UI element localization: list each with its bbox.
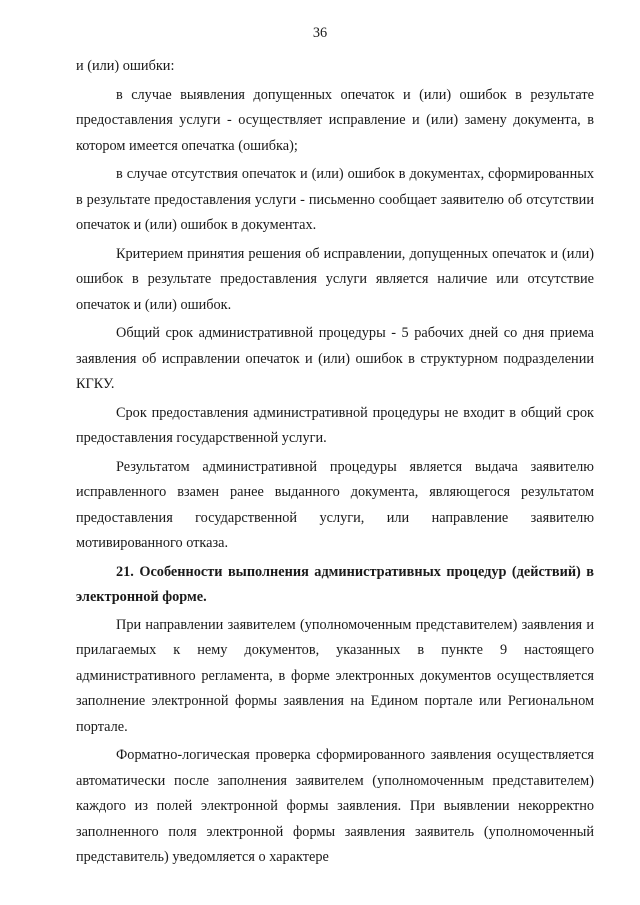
paragraph: Общий срок административной процедуры - 5 рабочих дней со дня приема заявления об исправлении опечаток и (или) ошибок в структурном подразделении КГКУ.: [76, 325, 594, 392]
paragraph: и (или) ошибки:: [76, 58, 175, 74]
paragraph: в случае выявления допущенных опечаток и (или) ошибок в результате предоставления услуги - осуществляет исправление и (или) замену документа, в котором имеется опечатка (ошибка);: [76, 86, 594, 154]
paragraph: При направлении заявителем (уполномоченным представителем) заявления и прилагаемых к нему документов, указанных в пункте 9 настоящего административного регламента, в форме электронных документов осуществляется заполнение электронной формы заявления на Едином портале или Региональном портале.: [76, 616, 594, 735]
page-number: 36: [312, 25, 328, 41]
paragraph: Результатом административной процедуры является выдача заявителю исправленного взамен ранее выданного документа, являющегося результатом предоставления государственной услуги, или направление заявителю мотивированного отказа.: [76, 458, 594, 551]
paragraph: в случае отсутствия опечаток и (или) ошибок в документах, сформированных в результате предоставления услуги - письменно сообщает заявителю об отсутствии опечаток и (или) ошибок в документах.: [76, 166, 594, 233]
page-body: [76, 54, 594, 874]
paragraph: Форматно-логическая проверка сформированного заявления осуществляется автоматически после заполнения заявителем (уполномоченным представителем) каждого из полей электронной формы заявления. При выявлении некорректно заполненного поля электронной формы заявления заявитель (уполномоченный представитель) уведомляется о характере: [76, 747, 594, 865]
section-heading: 21. Особенности выполнения административных процедур (действий) в электронной форме.: [76, 563, 594, 605]
paragraph: Срок предоставления административной процедуры не входит в общий срок предоставления государственной услуги.: [76, 404, 594, 446]
paragraph: Критерием принятия решения об исправлении, допущенных опечаток и (или) ошибок в результате предоставления услуги является наличие или отсутствие опечаток и (или) ошибок.: [76, 245, 594, 313]
